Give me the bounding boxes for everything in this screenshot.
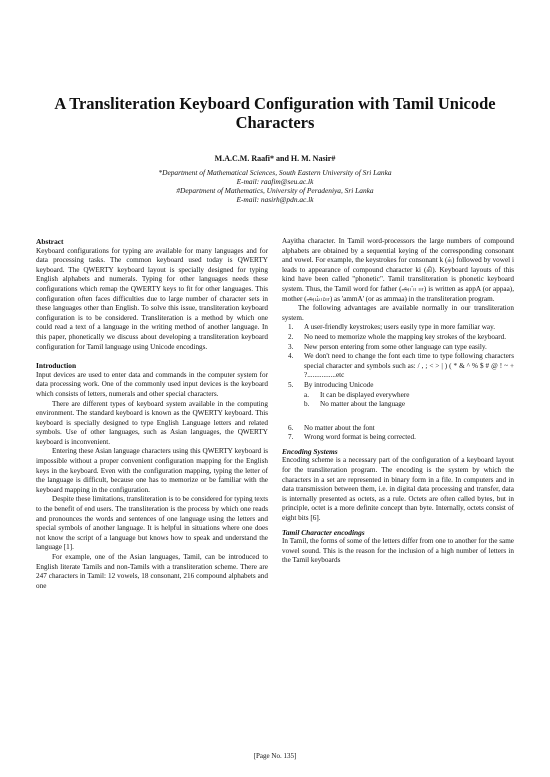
email-2: E-mail: nasirh@pdn.ac.lk	[236, 195, 314, 204]
intro-paragraph: For example, one of the Asian languages, Tamil, can be introduced to English literate Tamils and non-Tamils with a transliteration scheme. There are 247 characters in Tamil: 12 vowels, 18 consonant, 216 compound alphabets and one	[36, 553, 268, 590]
advantages-list	[282, 323, 514, 390]
intro-paragraph: Entering these Asian language characters using this QWERTY keyboard is impossible without a proper convenient configuration mapping for the English keys in the keyboard. Even with the configuration mapping, typing the letter of the language is difficult, because one has to memorize or be familiar with the keyboard mapping in the configuration.	[36, 447, 268, 494]
encoding-text: Encoding scheme is a necessary part of the configuration of a keyboard layout for the transliteration program. The encoding is the system by which the characters in a set are represented in binary form in a file. In computers and in data transmission between them, i.e. in digital data processing and transfer, data is internally presented as octets, as a rule. Octets are often called bytes, but in principle, octet is a more definite concept than byte. Internally, octets consist of eight bits [6].	[282, 456, 514, 523]
list-item: 6. No matter about the font	[288, 423, 375, 432]
list-item: 5. By introducing Unicode	[288, 380, 374, 389]
advantages-list-continued	[282, 424, 514, 443]
sub-advantages-list	[304, 391, 514, 410]
intro-paragraph: There are different types of keyboard system available in the computing environment. The standard keyboard is known as the QWERTY keyboard. This keyboard is specially designed to type English Language letters and related symbols. Use of other languages, such as Asian languages, the QWERTY keyboard is inconvenient.	[36, 399, 268, 446]
introduction-heading: Introduction	[36, 361, 77, 371]
list-item: 3. New person entering from some other language can type easily.	[288, 342, 487, 351]
intro-paragraph: Input devices are used to enter data and commands in the computer system for data processing work. One of the commonly used input devices is the keyboard which consists of letters, numerals and other special characters.	[36, 370, 268, 398]
paper-title: A Transliteration Keyboard Configuration with Tamil Unicode Characters	[54, 94, 496, 132]
abstract-text: Keyboard configurations for typing are available for many languages and for data processing tasks. The common keyboard used today is QWERTY keyboard. The QWERTY keyboard layout is specially designed for typing English alphabets and numerals. Typing for other languages needs these configurations which remap the QWERTY keys to fit for other languages. This configuration often faces difficulties due to large number of character sets in these languages other than English. To solve this issue, transliteration keyboard configuration is to be considered. Transliteration is a method by which one could read a text of a language in the writing method of another language. In this paper, phonetically we discuss about developing a transliteration keyboard configuration for Tamil language using Unicode encodings.	[36, 246, 268, 351]
page-number: [Page No. 135]	[253, 752, 297, 760]
list-item: 1. A user-friendly keystrokes; users easily type in more familiar way.	[288, 323, 496, 332]
advantages-intro: The following advantages are available normally in our transliteration system.	[282, 304, 514, 322]
affiliation-2: #Department of Mathematics, University of Peradeniya, Sri Lanka	[176, 186, 374, 195]
list-item: a. It can be displayed everywhere	[304, 390, 410, 399]
affiliation-1: *Department of Mathematical Sciences, South Eastern University of Sri Lanka	[158, 168, 392, 177]
intro-paragraph: Despite these limitations, transliteration is to be considered for typing texts to the benefit of end users. The transliteration is the process by which one reads and pronounces the words and sentences of one language using the letters and special symbols of another language. It is helpful in situations where one does not know the script of a language but knows how to speak and understand the language [1].	[36, 495, 268, 552]
tamil-encoding-text: In Tamil, the forms of some of the letters differ from one to another for the same vowel sound. This is the reason for the inclusion of a high number of letters in the Tamil keyboards	[282, 537, 514, 565]
list-item: 7. Wrong word format is being corrected.	[288, 433, 416, 442]
list-item: b. No matter about the language	[304, 400, 406, 409]
tamil-encoding-heading: Tamil Character encodings	[282, 527, 365, 537]
right-column	[282, 237, 514, 566]
abstract-heading: Abstract	[36, 237, 64, 246]
authors: M.A.C.M. Raafi* and H. M. Nasir#	[214, 154, 336, 163]
left-column	[36, 237, 268, 591]
email-1: E-mail: raafim@seu.ac.lk	[236, 177, 314, 186]
list-item: 2. No need to memorize whole the mapping key strokes of the keyboard.	[288, 332, 506, 341]
encoding-heading: Encoding Systems	[282, 446, 338, 456]
intro-continued: Aayitha character. In Tamil word-processors the large numbers of compound alphabets are obtained by a sequential keying of the corresponding consonant and vowel. For example, the keystrokes for consonant k (க்) followed by vowel i leads to appearance of compound character ki (கி). Keyboard layouts of this kind have been called "phonetic". Tamil transliteration is phonetic keyboard system. Thus, the Tamil word for father (அப்பா) is written as appA (or appaa), mother (அம்மா) as 'ammA' (or as ammaa) in the transliteration program.	[282, 237, 514, 303]
list-item: 4. We don't need to change the font each time to type following characters special character and symbols such as: / , ; < > | ) ( * & ^ % $ # @ ! ~ + ?................etc	[288, 352, 514, 380]
